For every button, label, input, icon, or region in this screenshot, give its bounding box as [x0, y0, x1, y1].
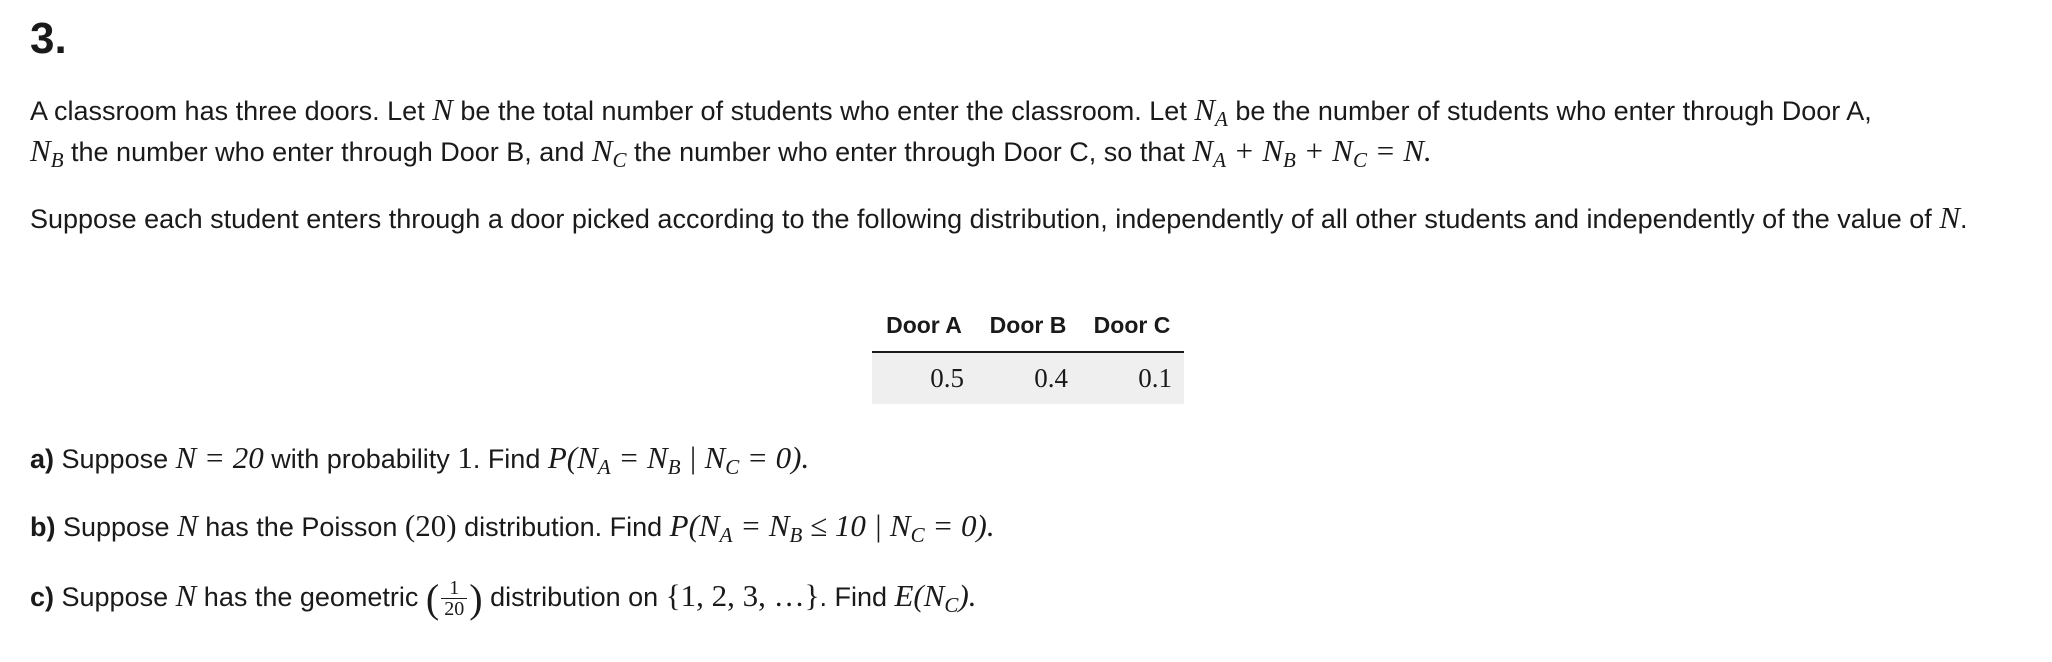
question-c: c) Suppose N has the geometric ( $\frac{1}{20}$ ) distribution on {1, 2, 3, …}. Find $E(N_C)$.	[30, 575, 977, 621]
math-support-set: {1, 2, 3, …}	[665, 578, 820, 613]
question-a-label: a)	[30, 444, 55, 474]
math-one: 1	[457, 440, 473, 475]
intro-text-3: be the number of students who enter through Door A,	[1227, 96, 1872, 126]
question-c-label: c)	[30, 582, 55, 612]
value-door-b: 0.4	[976, 352, 1080, 404]
math-expectation-c: $E(N_C)$.	[894, 578, 977, 617]
math-NB: $N_B$	[30, 133, 64, 172]
header-door-c: Door C	[1080, 304, 1184, 352]
intro-text-2: be the total number of students who enter the classroom. Let	[452, 96, 1195, 126]
math-N: N	[175, 578, 197, 613]
dist-text-2: .	[1960, 204, 1968, 234]
math-probability-b: $P(N_A = N_B \le 10$ | $N_C = 0$).	[669, 508, 995, 547]
value-door-a: 0.5	[872, 352, 976, 404]
distribution-paragraph	[30, 198, 2020, 239]
intro-text-1: A classroom has three doors. Let	[30, 96, 433, 126]
table-row	[872, 352, 1184, 404]
math-N: N	[177, 508, 198, 543]
math-sum-equation: $N_A + N_B + N_C = N$.	[1192, 133, 1432, 172]
math-probability-a: $P(N_A = N_B$ | $N_C = 0$).	[547, 440, 810, 479]
dist-text-1: Suppose each student enters through a door picked according to the following distribution, independently of all other students and independently of the value of	[30, 204, 1940, 234]
question-a: a) Suppose N = 20 with probability 1. Find $P(N_A = N_B$ | $N_C = 0$).	[30, 440, 810, 479]
math-NC: $N_C$	[591, 133, 627, 172]
math-N: N	[1939, 200, 1960, 235]
math-poisson-param: (20)	[404, 508, 457, 543]
math-N: N	[432, 92, 453, 127]
fraction-one-twentieth: $\frac{1}{20}$	[441, 578, 467, 619]
table-header-row	[872, 304, 1184, 352]
question-b: b) Suppose N has the Poisson (20) distribution. Find $P(N_A = N_B \le 10$ | $N_C = 0$).	[30, 508, 995, 547]
intro-text-4: the number who enter through Door B, and	[63, 137, 592, 167]
math-n-equals-20: N = 20	[175, 440, 264, 475]
header-door-a: Door A	[872, 304, 976, 352]
header-door-b: Door B	[976, 304, 1080, 352]
door-distribution-table	[872, 304, 1184, 404]
value-door-c: 0.1	[1080, 352, 1184, 404]
problem-intro-paragraph	[30, 90, 2020, 172]
question-b-label: b)	[30, 512, 56, 542]
problem-number: 3.	[30, 14, 67, 63]
math-NA: $N_A$	[1194, 92, 1228, 131]
intro-text-5: the number who enter through Door C, so that	[626, 137, 1193, 167]
